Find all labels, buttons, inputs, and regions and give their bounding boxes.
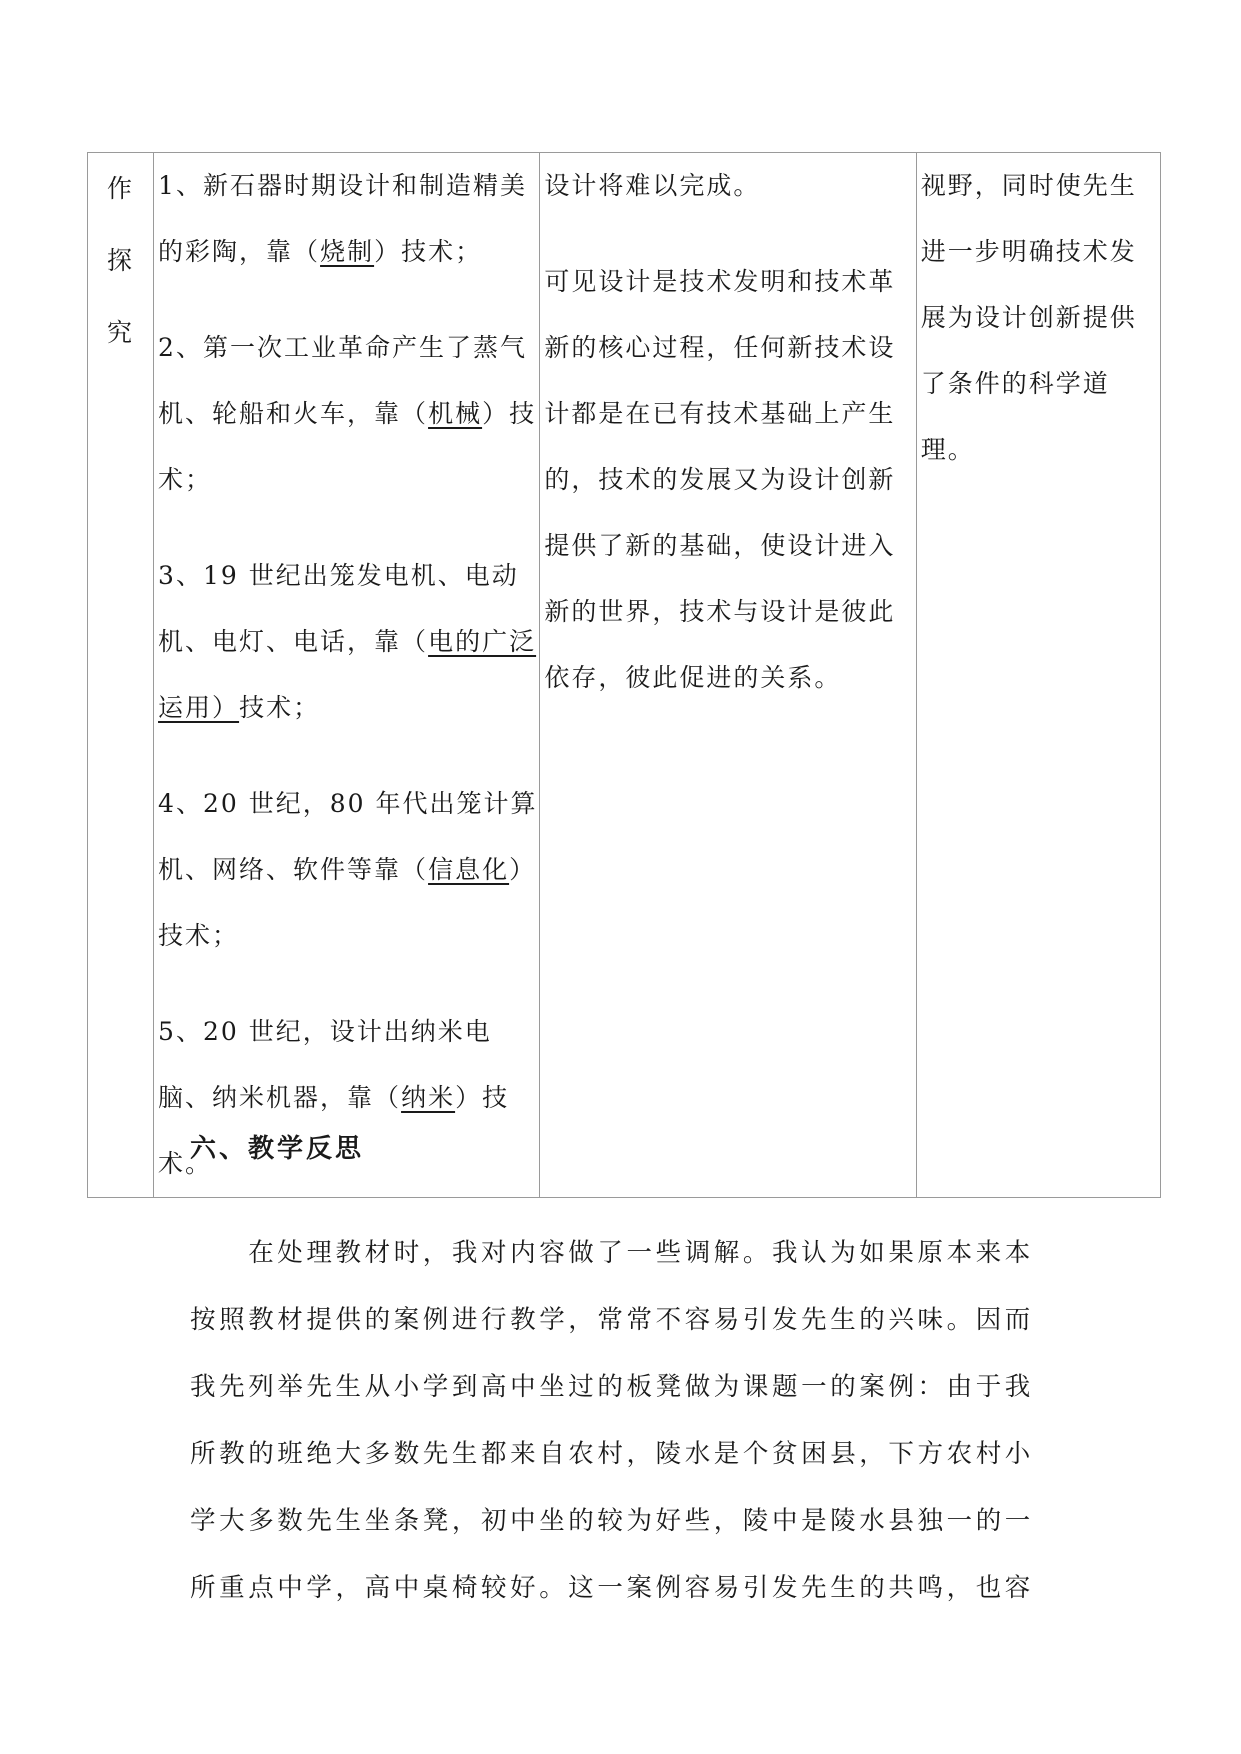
activity-cell (154, 153, 540, 1198)
discussion-cell (540, 153, 916, 1198)
paragraph-line: 按照教材提供的案例进行教学，常常不容易引发先生的兴味。因而 (190, 1305, 1034, 1335)
activity-item: 4、20 世纪，80 年代出笼计算机、网络、软件等靠（信息化）技术； (158, 789, 538, 950)
answer-blank: 信息化 (428, 855, 510, 884)
paragraph-line: 所教的班绝大多数先生都来自农村，陵水是个贫困县，下方农村小 (190, 1439, 1034, 1469)
stage-label-cell (88, 153, 154, 1198)
activity-item: 3、19 世纪出笼发电机、电动机、电灯、电话，靠（电的广泛运用）技术； (158, 561, 537, 722)
lesson-table (87, 152, 1161, 1198)
stage-label-char: 作 (107, 174, 135, 203)
activity-item: 5、20 世纪，设计出纳米电脑、纳米机器，靠（纳米）技术。 (158, 1017, 510, 1178)
reflection-paragraph (190, 1220, 1062, 1622)
table-row (88, 153, 1161, 1198)
answer-blank: 烧制 (320, 237, 375, 266)
paragraph-line: 所重点中学，高中桌椅较好。这一案例容易引发先生的共鸣，也容 (190, 1573, 1034, 1603)
discussion-text: 可见设计是技术发明和技术革新的核心过程，任何新技术设计都是在已有技术基础上产生的，技术的发展又为设计创新提供了新的基础，使设计进入新的世界，技术与设计是彼此依存，彼此促进的关系。 (544, 267, 896, 692)
discussion-text: 设计将难以完成。 (544, 171, 761, 200)
paragraph-line: 我先列举先生从小学到高中坐过的板凳做为课题一的案例：由于我 (190, 1372, 1034, 1402)
section-heading: 六、教学反思 (190, 1134, 365, 1164)
activity-item: 1、新石器时期设计和制造精美的彩陶，靠（烧制）技术； (158, 171, 527, 266)
activity-item: 2、第一次工业革命产生了蒸气机、轮船和火车，靠（机械）技术； (158, 333, 537, 494)
paragraph-line: 在处理教材时，我对内容做了一些调解。我认为如果原本来本 (190, 1238, 1034, 1268)
purpose-text: 视野，同时使先生进一步明确技术发展为设计创新提供了条件的科学道理。 (920, 171, 1137, 464)
answer-blank: 机械 (428, 399, 483, 428)
stage-label-char: 探 (107, 246, 135, 275)
purpose-cell (916, 153, 1160, 1198)
answer-blank: 电的广泛运用） (158, 627, 537, 722)
paragraph-line: 学大多数先生坐条凳，初中坐的较为好些，陵中是陵水县独一的一 (190, 1506, 1034, 1536)
answer-blank: 纳米 (401, 1083, 456, 1112)
stage-label-char: 究 (107, 318, 135, 347)
